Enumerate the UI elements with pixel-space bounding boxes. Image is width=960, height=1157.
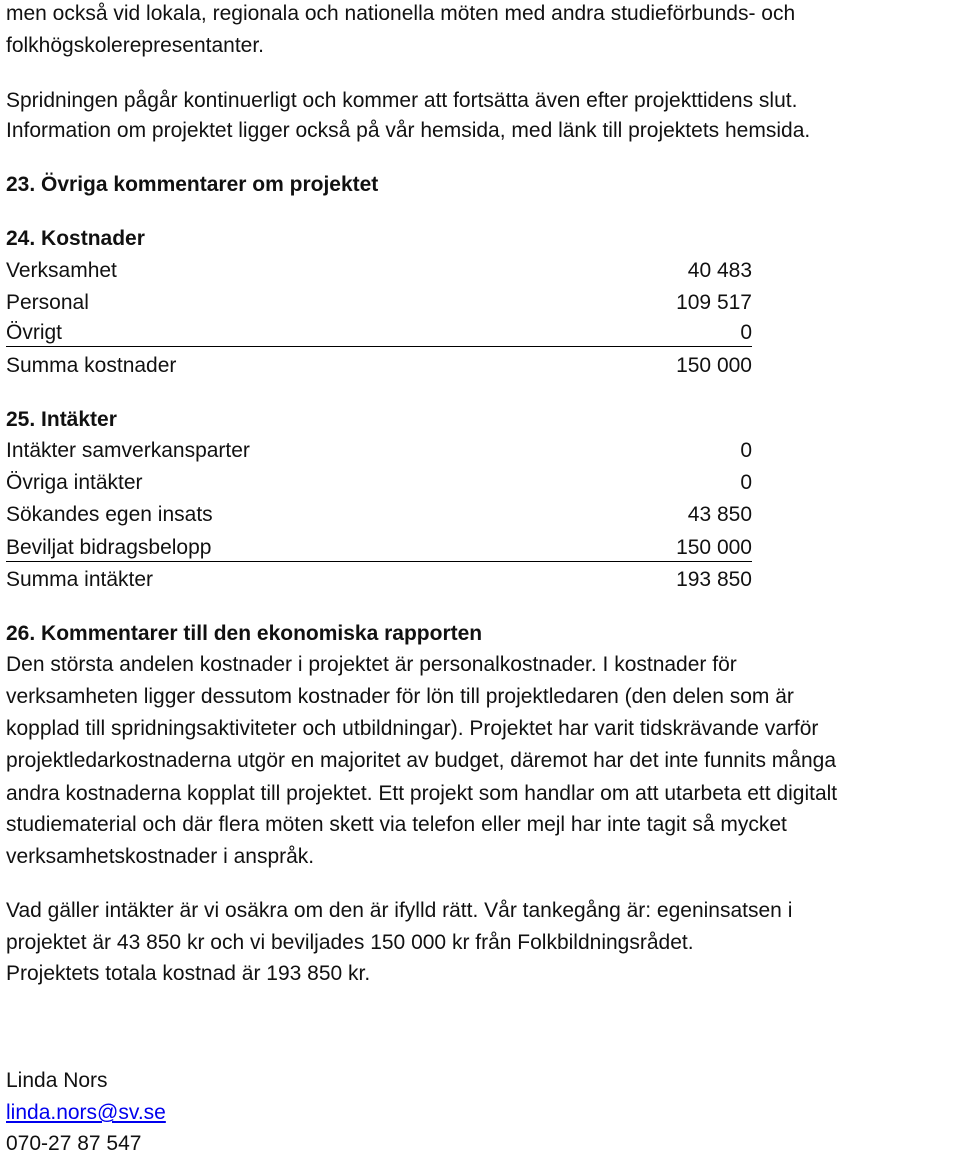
income-row — [6, 470, 752, 496]
cost-row — [6, 290, 752, 316]
income-row — [6, 535, 752, 562]
intro-line: Information om projektet ligger också på vår hemsida, med länk till projektets hemsida. — [6, 119, 811, 142]
comment-line: projektledarkostnaderna utgör en majoritet av budget, däremot har det inte funnits många — [6, 749, 837, 772]
cost-total-label: Summa kostnader — [6, 354, 177, 377]
cost-row — [6, 258, 752, 284]
income-total-label: Summa intäkter — [6, 568, 154, 591]
income-row — [6, 502, 752, 528]
income-value: 43 850 — [687, 503, 752, 526]
income-total-row — [6, 567, 752, 593]
intro-line: men också vid lokala, regionala och nationella möten med andra studieförbunds- och — [6, 2, 796, 25]
section-24-heading: 24. Kostnader — [6, 227, 145, 250]
cost-label: Personal — [6, 291, 89, 314]
section-25-heading: 25. Intäkter — [6, 408, 117, 431]
comment-line: verksamheten ligger dessutom kostnader för lön till projektledaren (den delen som är — [6, 685, 794, 708]
comment-line: verksamhetskostnader i anspråk. — [6, 845, 315, 868]
cost-total-row — [6, 353, 752, 379]
income-total-value: 193 850 — [676, 568, 752, 591]
comment-line: andra kostnaderna kopplat till projektet. Ett projekt som handlar om att utarbeta ett digitalt — [6, 782, 838, 805]
cost-total-value: 150 000 — [676, 354, 752, 377]
cost-value: 109 517 — [676, 291, 752, 314]
income-row — [6, 438, 752, 464]
signature-email-line — [6, 1100, 166, 1126]
income-label: Intäkter samverkansparter — [6, 439, 250, 462]
cost-label: Övrigt — [6, 321, 63, 344]
comment-line: projektet är 43 850 kr och vi beviljades 150 000 kr från Folkbildningsrådet. — [6, 931, 694, 954]
signature-name: Linda Nors — [6, 1069, 108, 1092]
comment-line: Vad gäller intäkter är vi osäkra om den är ifylld rätt. Vår tankegång är: egeninsatsen i — [6, 899, 793, 922]
income-label: Sökandes egen insats — [6, 503, 213, 526]
income-label: Övriga intäkter — [6, 471, 143, 494]
cost-label: Verksamhet — [6, 259, 117, 282]
comment-line: Projektets totala kostnad är 193 850 kr. — [6, 962, 371, 985]
signature-phone: 070-27 87 547 — [6, 1132, 142, 1155]
comment-line: kopplad till spridningsaktiviteter och utbildningar). Projektet har varit tidskrävande varför — [6, 717, 819, 740]
cost-row — [6, 320, 752, 347]
income-label: Beviljat bidragsbelopp — [6, 536, 212, 559]
comment-line: studiematerial och där flera möten skett via telefon eller mejl har inte tagit så mycket — [6, 813, 787, 836]
cost-value: 40 483 — [687, 259, 752, 282]
intro-line: folkhögskolerepresentanter. — [6, 34, 264, 57]
intro-line: Spridningen pågår kontinuerligt och kommer att fortsätta även efter projekttidens slut. — [6, 89, 798, 112]
signature-email-link[interactable]: linda.nors@sv.se — [6, 1101, 166, 1124]
income-value: 0 — [740, 471, 752, 494]
comment-line: Den största andelen kostnader i projektet är personalkostnader. I kostnader för — [6, 653, 737, 676]
income-value: 150 000 — [676, 536, 752, 559]
section-26-heading: 26. Kommentarer till den ekonomiska rapporten — [6, 622, 483, 645]
section-23-heading: 23. Övriga kommentarer om projektet — [6, 173, 379, 196]
income-value: 0 — [740, 439, 752, 462]
cost-value: 0 — [740, 321, 752, 344]
